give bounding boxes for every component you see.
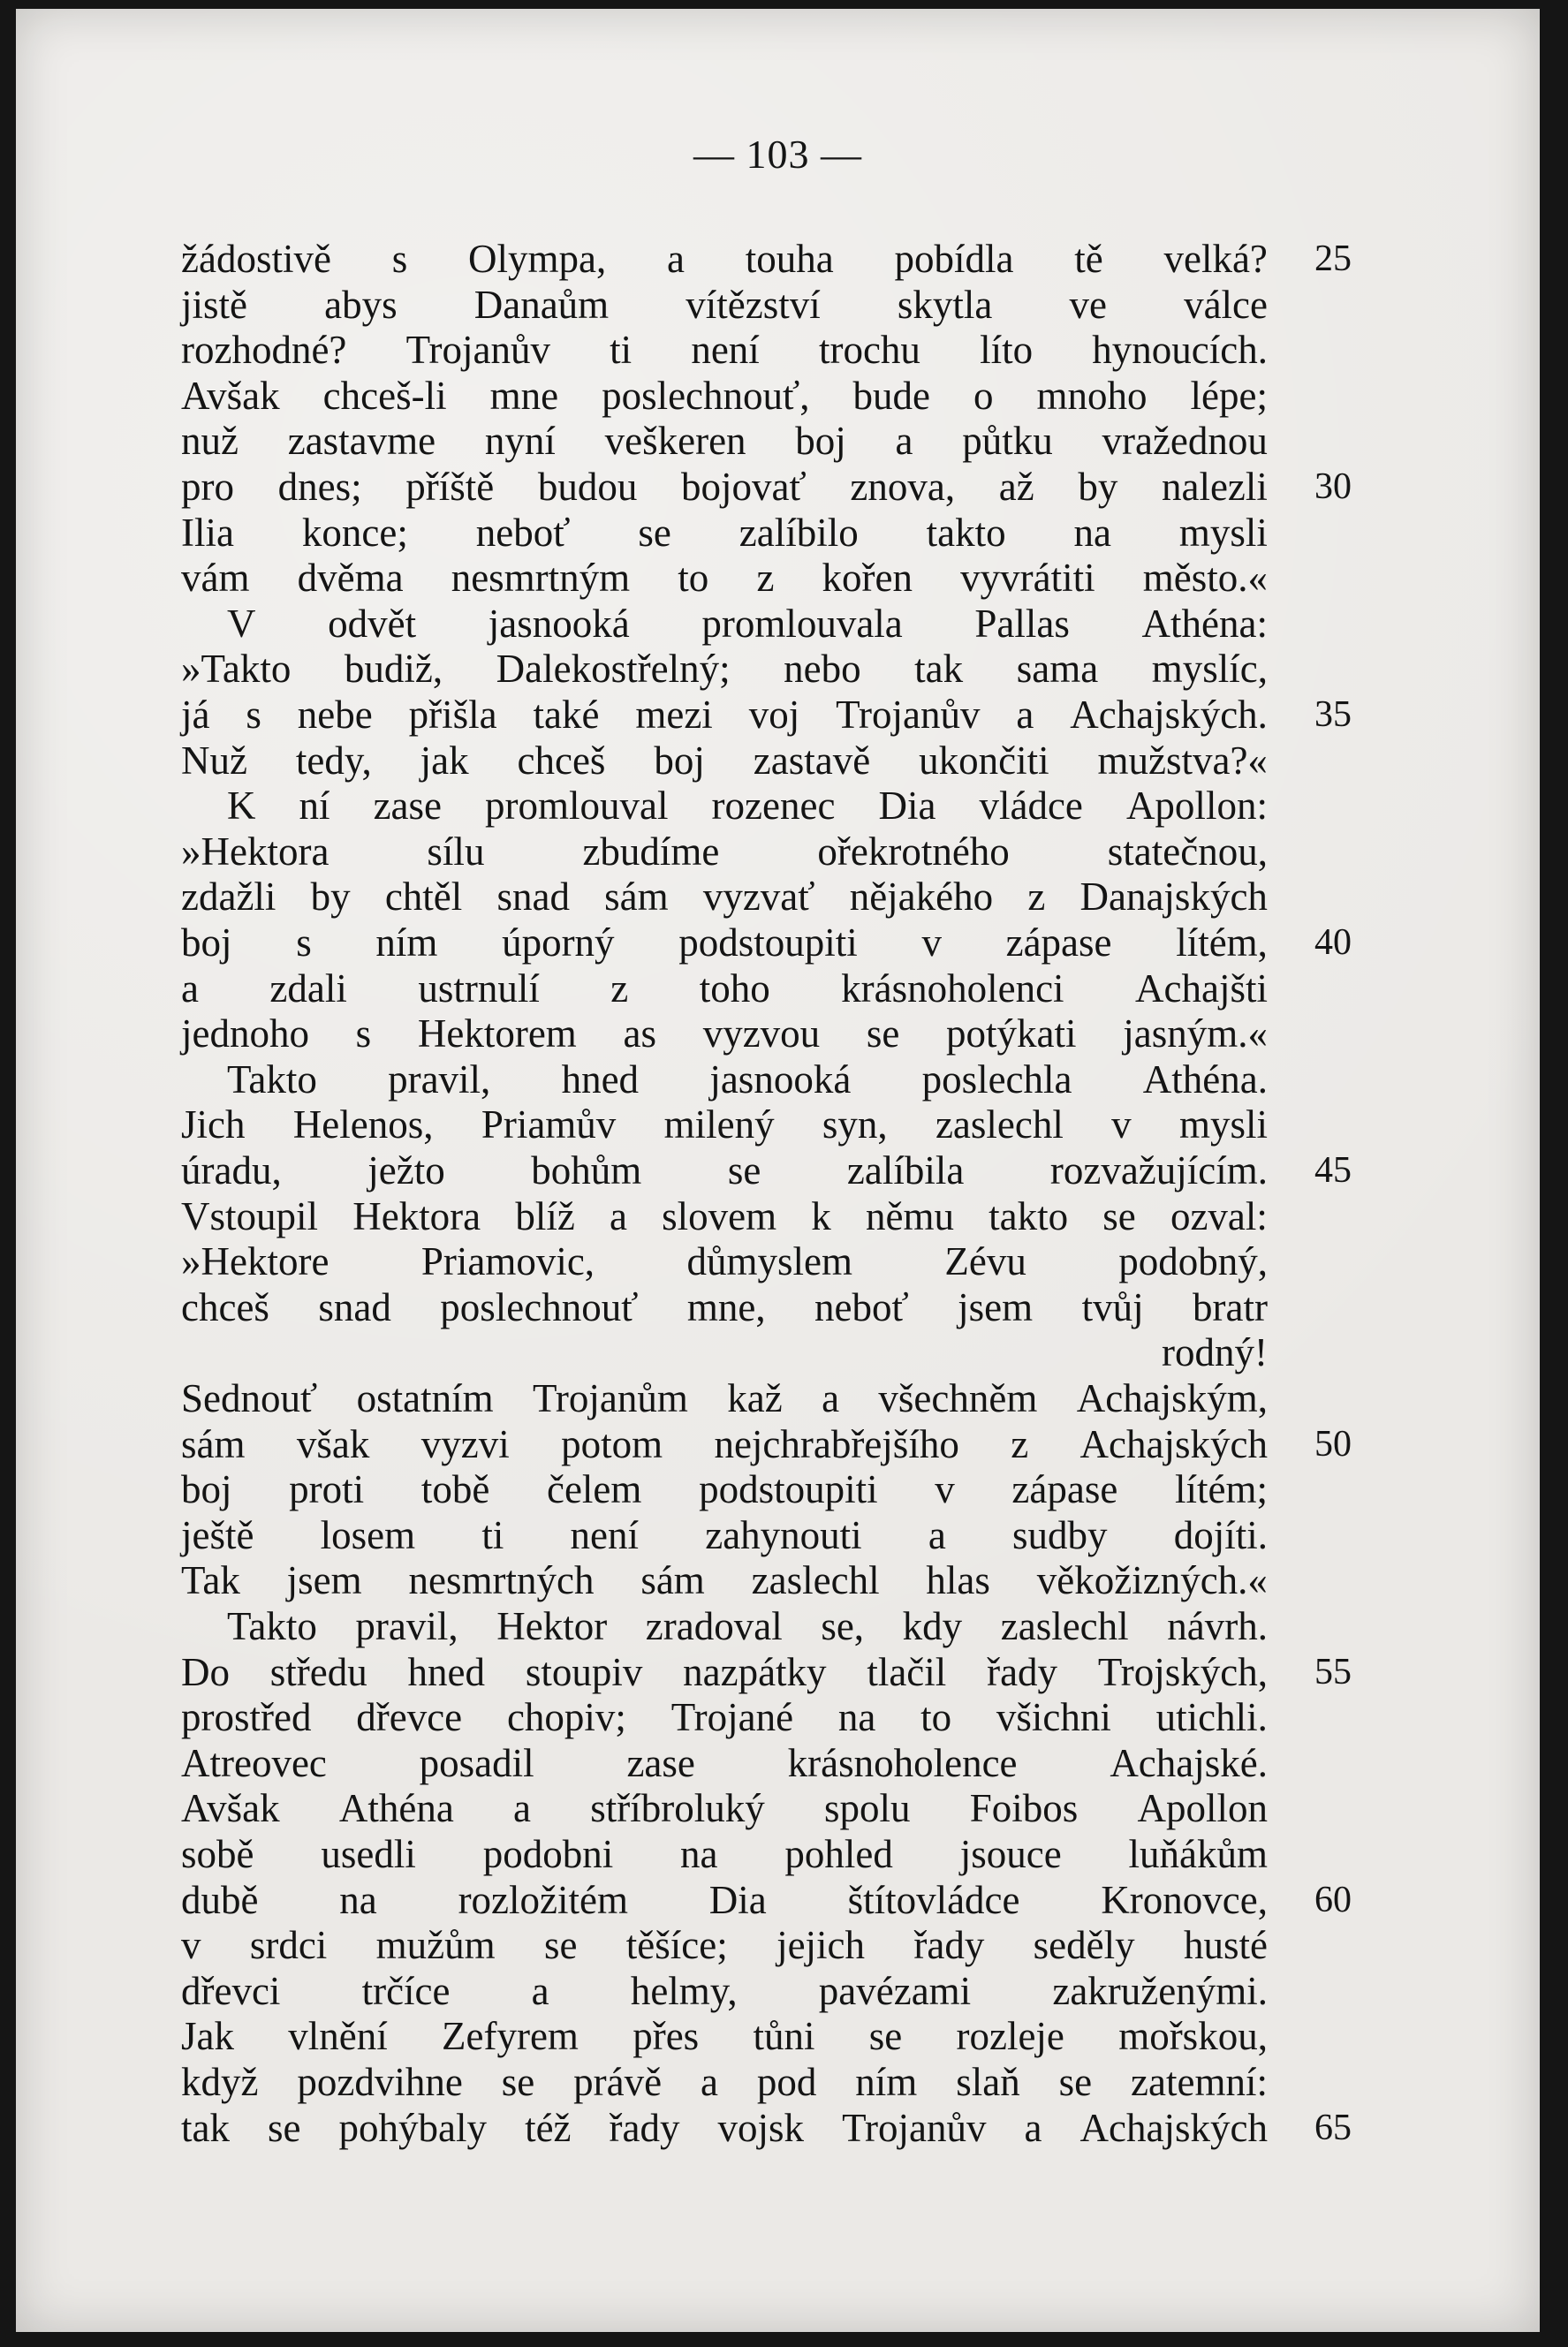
verse-line: »Hektore Priamovic, důmyslem Zévu podobný,	[181, 1239, 1268, 1284]
verse-line: Takto pravil, hned jasnooká poslechla Athéna.	[227, 1056, 1268, 1102]
verse-line: vám dvěma nesmrtným to z kořen vyvrátiti město.«	[181, 556, 1268, 601]
verse-line: v srdci mužům se těšíce; jejich řady seděly husté	[181, 1923, 1268, 1968]
verse-line: »Hektora sílu zbudíme ořekrotného statečnou,	[181, 829, 1268, 874]
verse-line: Avšak Athéna a stříbroluký spolu Foibos Apollon	[181, 1786, 1268, 1831]
verse-line: když pozdvihne se právě a pod ním slaň se zatemní:	[181, 2060, 1268, 2104]
verse-line: Vstoupil Hektora blíž a slovem k němu takto se ozval:	[181, 1193, 1268, 1238]
verse-line: rodný!	[1162, 1330, 1268, 1375]
verse-line: dubě na rozložitém Dia štítovládce Kronovce,	[181, 1877, 1268, 1922]
verse-line: Jich Helenos, Priamův milený syn, zaslechl v mysli	[181, 1102, 1268, 1147]
verse-line: Nuž tedy, jak chceš boj zastavě ukončiti mužstva?«	[181, 738, 1268, 783]
line-number: 65	[1314, 2107, 1352, 2148]
verse-line: Ilia konce; neboť se zalíbilo takto na mysli	[181, 510, 1268, 555]
line-number: 25	[1314, 238, 1352, 279]
page-number: — 103 —	[693, 132, 862, 177]
verse-line: Avšak chceš-li mne poslechnouť, bude o mnoho lépe;	[181, 373, 1268, 418]
verse-line: Sednouť ostatním Trojanům kaž a všechněm Achajským,	[181, 1376, 1268, 1420]
verse-line: já s nebe přišla také mezi voj Trojanův a Achajských.	[181, 693, 1268, 737]
verse-line: rozhodné? Trojanův ti není trochu líto hynoucích.	[181, 328, 1268, 373]
line-number: 30	[1314, 466, 1352, 507]
line-number: 35	[1314, 694, 1352, 735]
verse-line: sám však vyzvi potom nejchrabřejšího z Achajských	[181, 1421, 1268, 1466]
verse-line: Do středu hned stoupiv nazpátky tlačil řady Trojských,	[181, 1649, 1268, 1694]
verse-line: a zdali ustrnulí z toho krásnoholenci Achajšti	[181, 965, 1268, 1011]
verse-line: prostřed dřevce chopiv; Trojané na to všichni utichli.	[181, 1695, 1268, 1740]
verse-line: pro dnes; příště budou bojovať znova, až by nalezli	[181, 465, 1268, 509]
verse-line: Jak vlnění Zefyrem přes tůni se rozleje mořskou,	[181, 2014, 1268, 2059]
verse-line: chceš snad poslechnouť mne, neboť jsem tvůj bratr	[181, 1284, 1268, 1329]
verse-line: tak se pohýbaly též řady vojsk Trojanův a Achajských	[181, 2105, 1268, 2150]
verse-line: dřevci trčíce a helmy, pavézami zakruženými.	[181, 1968, 1268, 2013]
line-number: 55	[1314, 1651, 1352, 1692]
verse-line: jistě abys Danaům vítězství skytla ve válce	[181, 282, 1268, 327]
verse-line: žádostivě s Olympa, a touha pobídla tě velká?	[181, 237, 1268, 281]
book-page	[16, 9, 1540, 2332]
line-number: 40	[1314, 922, 1352, 963]
verse-line: jednoho s Hektorem as vyzvou se potýkati jasným.«	[181, 1011, 1268, 1056]
line-number: 50	[1314, 1423, 1352, 1465]
verse-line: Atreovec posadil zase krásnoholence Achajské.	[181, 1740, 1268, 1785]
verse-line: úradu, ježto bohům se zalíbila rozvažujícím.	[181, 1148, 1268, 1192]
verse-line: nuž zastavme nyní veškeren boj a půtku vražednou	[181, 419, 1268, 464]
verse-line: ještě losem ti není zahynouti a sudby dojíti.	[181, 1512, 1268, 1557]
verse-line: K ní zase promlouval rozenec Dia vládce Apollon:	[227, 784, 1268, 829]
line-number: 45	[1314, 1150, 1352, 1191]
verse-line: Takto pravil, Hektor zradoval se, kdy zaslechl návrh.	[227, 1604, 1268, 1648]
verse-line: boj s ním úporný podstoupiti v zápase lítém,	[181, 920, 1268, 965]
verse-line: zdažli by chtěl snad sám vyzvať nějakého z Danajských	[181, 874, 1268, 920]
verse-line: boj proti tobě čelem podstoupiti v zápase lítém;	[181, 1467, 1268, 1512]
line-number: 60	[1314, 1879, 1352, 1920]
verse-line: V odvět jasnooká promlouvala Pallas Athéna:	[227, 601, 1268, 646]
verse-line: »Takto budiž, Dalekostřelný; nebo tak sama myslíc,	[181, 647, 1268, 692]
verse-line: sobě usedli podobni na pohled jsouce luňákům	[181, 1832, 1268, 1876]
verse-line: Tak jsem nesmrtných sám zaslechl hlas věkožizných.«	[181, 1558, 1268, 1603]
